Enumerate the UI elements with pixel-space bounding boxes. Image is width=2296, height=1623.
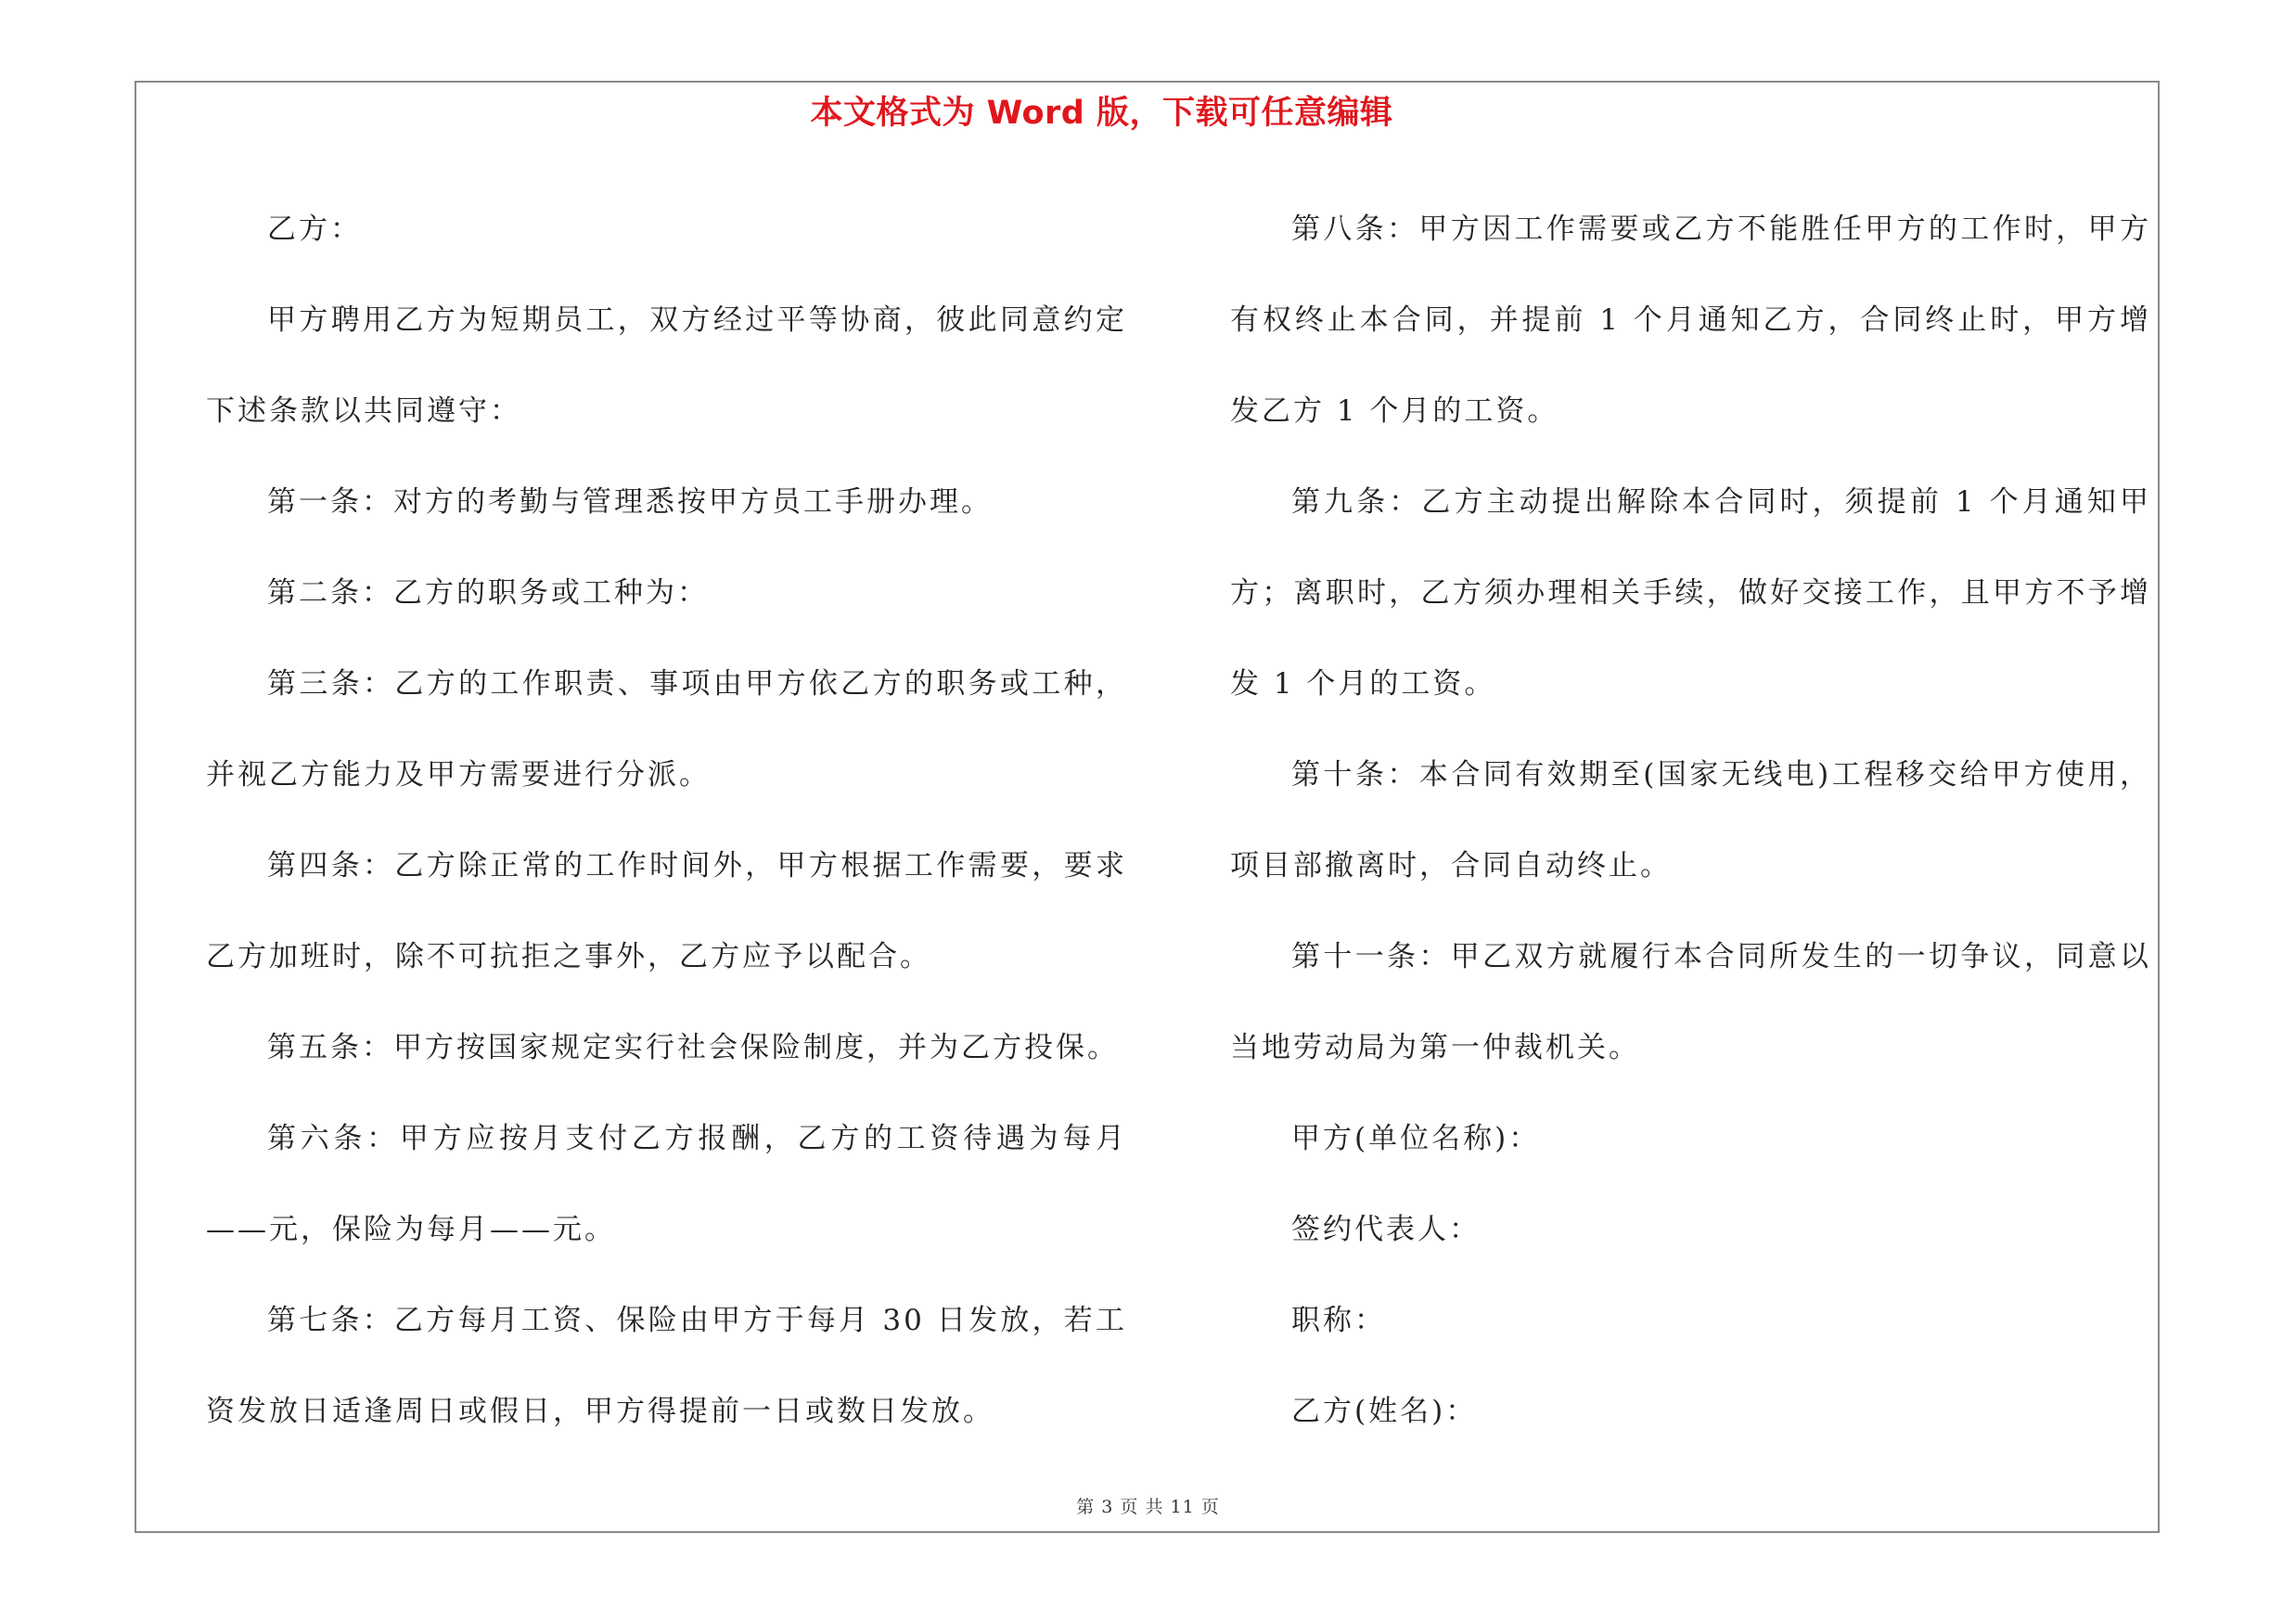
preamble-paragraph: 甲方聘用乙方为短期员工，双方经过平等协商，彼此同意约定下述条款以共同遵守： (206, 303, 1127, 428)
clause-3: 第三条：乙方的工作职责、事项由甲方依乙方的职务或工种，并视乙方能力及甲方需要进行分派。 (206, 667, 1127, 792)
left-column (206, 184, 1127, 1457)
signing-representative-line: 签约代表人： (1291, 1213, 1481, 1246)
clause-5: 第五条：甲方按国家规定实行社会保险制度，并为乙方投保。 (267, 1031, 1119, 1064)
clause-8: 第八条：甲方因工作需要或乙方不能胜任甲方的工作时，甲方有权终止本合同，并提前 1 个月通知乙方，合同终止时，甲方增发乙方 1 个月的工资。 (1230, 213, 2151, 428)
clause-9: 第九条：乙方主动提出解除本合同时，须提前 1 个月通知甲方；离职时，乙方须办理相关手续，做好交接工作，且甲方不予增发 1 个月的工资。 (1230, 485, 2151, 701)
clause-7: 第七条：乙方每月工资、保险由甲方于每月 30 日发放，若工资发放日适逢周日或假日，甲方得提前一日或数日发放。 (206, 1304, 1127, 1428)
clause-10: 第十条：本合同有效期至(国家无线电)工程移交给甲方使用，项目部撤离时，合同自动终止。 (1230, 758, 2151, 882)
page-number-footer: 第 3 页 共 11 页 (1076, 1497, 1220, 1517)
clause-2: 第二条：乙方的职务或工种为： (267, 576, 709, 610)
party-b-name-line: 乙方(姓名)： (1291, 1395, 1478, 1428)
clause-11: 第十一条：甲乙双方就履行本合同所发生的一切争议，同意以当地劳动局为第一仲裁机关。 (1230, 940, 2151, 1064)
party-b-line: 乙方： (267, 213, 362, 246)
party-a-name-line: 甲方(单位名称)： (1291, 1122, 1541, 1155)
clause-6: 第六条：甲方应按月支付乙方报酬，乙方的工资待遇为每月——元，保险为每月——元。 (206, 1122, 1127, 1246)
clause-1: 第一条：对方的考勤与管理悉按甲方员工手册办理。 (267, 485, 993, 519)
format-notice-banner: 本文格式为 Word 版，下载可任意编辑 (810, 95, 1393, 132)
clause-4: 第四条：乙方除正常的工作时间外，甲方根据工作需要，要求乙方加班时，除不可抗拒之事外，乙方应予以配合。 (206, 849, 1127, 973)
right-column (1230, 184, 2151, 1457)
job-title-line: 职称： (1291, 1304, 1386, 1337)
